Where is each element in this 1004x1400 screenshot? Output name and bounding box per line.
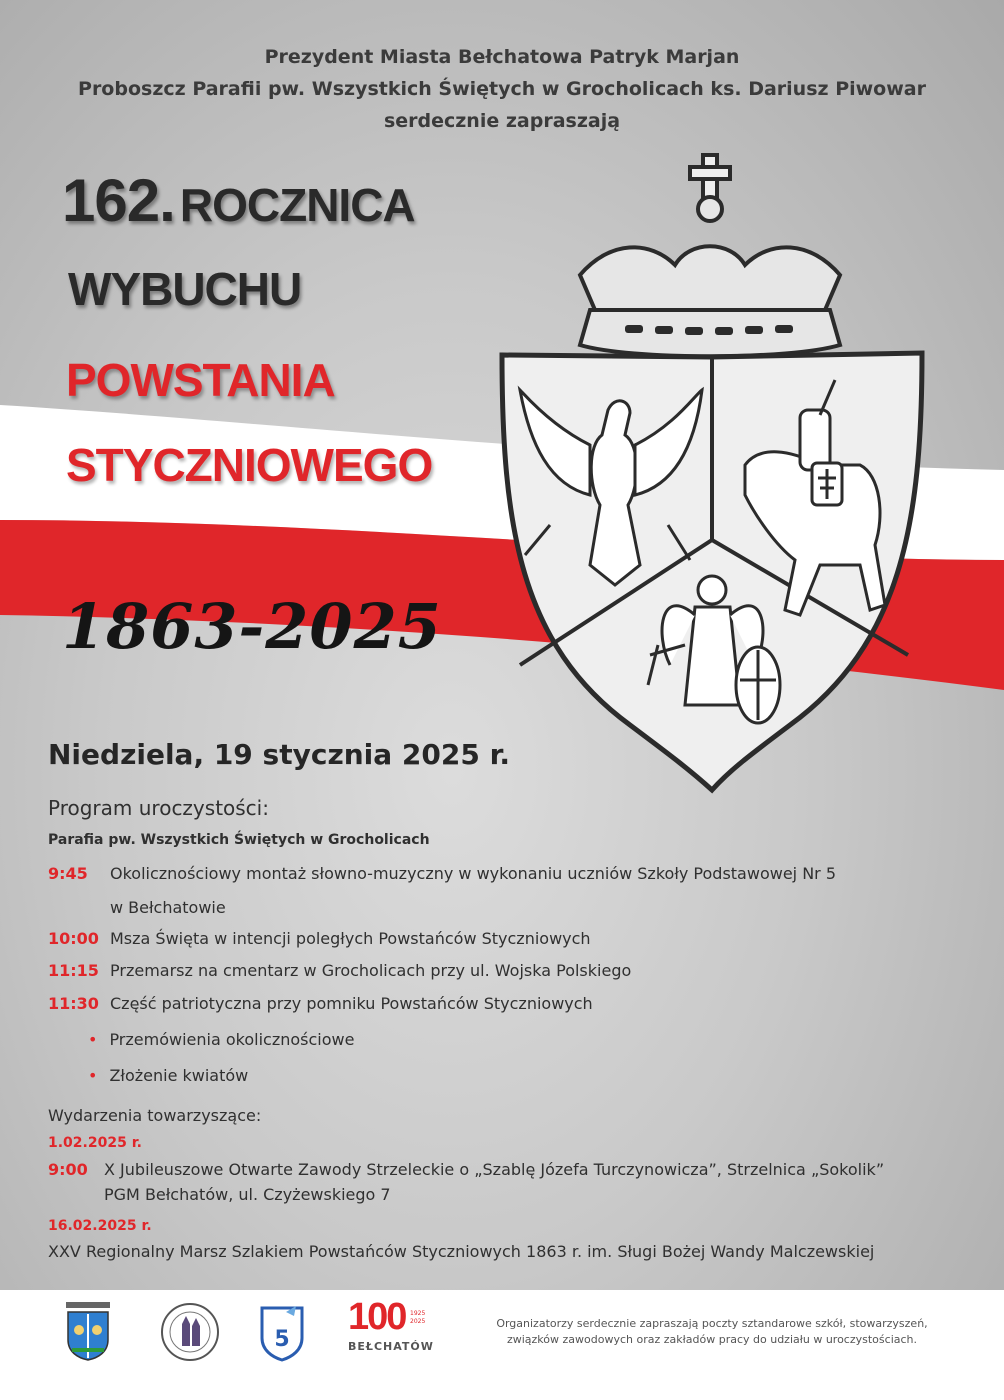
event-date: Niedziela, 19 stycznia 2025 r. bbox=[48, 738, 511, 771]
program-time: 11:30 bbox=[48, 994, 99, 1013]
city-coat-of-arms-logo bbox=[62, 1302, 114, 1362]
belchatow-100-number: 100 bbox=[348, 1296, 406, 1338]
shield bbox=[502, 353, 922, 790]
title-word-wybuchu: WYBUCHU bbox=[68, 263, 302, 315]
title-word-rocznica: ROCZNICA bbox=[179, 179, 415, 231]
program-item bbox=[48, 961, 631, 980]
invite-line-3: serdecznie zapraszają bbox=[383, 110, 621, 132]
program-item bbox=[48, 864, 836, 883]
invite-line-1: Prezydent Miasta Bełchatowa Patryk Marjan bbox=[264, 46, 740, 68]
program-time: 11:15 bbox=[48, 961, 99, 980]
program-item bbox=[48, 929, 591, 948]
side-event-1 bbox=[48, 1160, 884, 1179]
program-heading: Program uroczystości: bbox=[48, 796, 269, 820]
program-text: Część patriotyczna przy pomniku Powstańców Styczniowych bbox=[110, 994, 593, 1013]
program-text: Przemarsz na cmentarz w Grocholicach przy ul. Wojska Polskiego bbox=[110, 961, 632, 980]
school-5-logo bbox=[256, 1302, 308, 1362]
program-bullet: • Złożenie kwiatów bbox=[88, 1066, 248, 1085]
footer-note: Organizatorzy serdecznie zapraszają poczty sztandarowe szkół, stowarzyszeń, związków zawodowych oraz zakładów pracy do udziału w uroczystościach. bbox=[496, 1317, 928, 1346]
program-place: Parafia pw. Wszystkich Świętych w Grocholicach bbox=[48, 832, 430, 848]
school-5-number: 5 bbox=[274, 1327, 290, 1352]
program-text: Msza Święta w intencji poległych Powstańców Styczniowych bbox=[110, 929, 591, 948]
title-word-styczniowego: STYCZNIOWEGO bbox=[66, 439, 433, 491]
belchatow-100-logo bbox=[346, 1296, 436, 1366]
years-range: 1863-2025 bbox=[62, 590, 442, 663]
side-events-heading: Wydarzenia towarzyszące: bbox=[48, 1106, 262, 1125]
program-item bbox=[48, 994, 593, 1013]
side-event-2-date: 16.02.2025 r. bbox=[48, 1218, 152, 1234]
program-time: 9:45 bbox=[48, 864, 88, 883]
side-event-2-text: XXV Regionalny Marsz Szlakiem Powstańców Styczniowych 1863 r. im. Sługi Bożej Wandy Malczewskiej bbox=[48, 1242, 875, 1261]
side-event-1-text-continued: PGM Bełchatów, ul. Czyżewskiego 7 bbox=[104, 1185, 391, 1204]
program-time: 10:00 bbox=[48, 929, 99, 948]
belchatow-100-years-top: 1925 bbox=[410, 1310, 426, 1317]
program-bullet: • Przemówienia okolicznościowe bbox=[88, 1030, 354, 1049]
parish-seal-logo bbox=[160, 1302, 220, 1362]
side-event-1-text: X Jubileuszowe Otwarte Zawody Strzeleckie o „Szablę Józefa Turczynowicza”, Strzelnica „Sokolik” bbox=[104, 1160, 885, 1179]
side-event-1-date: 1.02.2025 r. bbox=[48, 1135, 142, 1151]
title-line-1 bbox=[62, 166, 415, 235]
invite-line-2: Proboszcz Parafii pw. Wszystkich Świętych w Grocholicach ks. Dariusz Piwowar bbox=[78, 78, 926, 100]
crown bbox=[580, 155, 840, 356]
program-text: Okolicznościowy montaż słowno-muzyczny w wykonaniu uczniów Szkoły Podstawowej Nr 5 bbox=[110, 864, 836, 883]
program-text-continued: w Bełchatowie bbox=[110, 898, 226, 917]
belchatow-100-years-bottom: 2025 bbox=[410, 1318, 426, 1325]
coat-of-arms bbox=[490, 145, 940, 795]
title-number: 162. bbox=[62, 167, 175, 234]
belchatow-100-city: BEŁCHATÓW bbox=[348, 1340, 434, 1353]
side-event-1-time: 9:00 bbox=[48, 1160, 88, 1179]
title-word-powstania: POWSTANIA bbox=[66, 354, 335, 406]
